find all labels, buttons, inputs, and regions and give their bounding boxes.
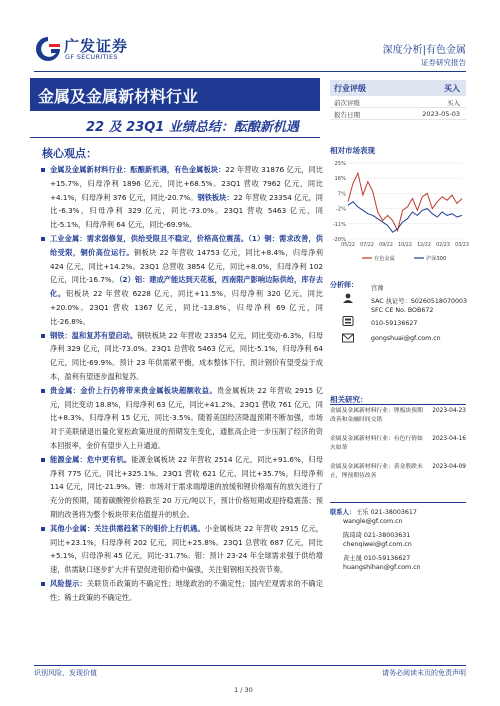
- report-subtitle: 22 及 23Q1 业绩总结：酝酿新机遇: [86, 120, 299, 135]
- title-banner: [30, 78, 320, 111]
- key-point-body: 钢铁板块 22 年营收 23354 亿元，同比变动-6.3%，归母净利 329 亿元，同比-73.0%。23Q1 总营收 5463 亿元，同比-5.1%，归母净利 64 亿元，同比-69.9%。预计 23 年供需紧平衡，成本整体下行，预计钢价有望受益于成本，盈利有望逐步温和复苏。: [50, 330, 323, 381]
- contact-email[interactable]: chenqiwei@gf.com.cn: [343, 541, 412, 548]
- analyst-name: 宫帅: [371, 285, 384, 292]
- rating-header: [330, 80, 466, 96]
- key-point-body: 能源金属板块 22 年营收 2514 亿元，同比+91.6%，归母净利 775 亿元，同比+325.1%。23Q1 营收 621 亿元，同比+35.7%，归母净利 114 亿元，同比-21.9%。锂：市场对于需求端增速的放缓和锂价格端有的放矢进行了充分的预期，随着碳酸锂价格跌至 20 万元/吨以下，预计价格短期或迎持稳震荡；预期的改善将为整个板块带来估值提升的机会。: [50, 454, 323, 519]
- key-point-body: 关联货币政策的不确定性；地缘政治的不确定性；国内宏观需求的不确定性；稀土政策的不确定性。: [50, 578, 323, 602]
- rating-table: [330, 80, 466, 120]
- y-tick-label: 25%: [334, 161, 346, 167]
- key-point-subhead: 钢铁板块：: [197, 192, 234, 202]
- page-number: 1 / 30: [234, 686, 253, 694]
- analyst-phone: 010-59136627: [371, 320, 418, 327]
- relative-performance-chart: [326, 157, 469, 267]
- report-type: 证券研究报告: [421, 58, 466, 67]
- phone-icon: [342, 316, 354, 326]
- rating-row-label: 前次评级: [334, 99, 360, 107]
- rating-row-value: 买入: [447, 99, 460, 107]
- related-report-date: 2023-04-09: [432, 464, 466, 470]
- key-points-list: [40, 163, 323, 605]
- key-point-head: 其他小金属：关注供需趋紧下的钼价上行机遇。: [50, 523, 205, 533]
- series-line-0: [348, 173, 462, 231]
- footer-slogan: 识别风险，发现价值: [34, 669, 97, 677]
- x-tick-label: 07/22: [360, 243, 374, 248]
- key-point-head: 钢铁：温和复苏有望启动。: [50, 330, 138, 340]
- contact-line: 黄士晟 010-59136627: [343, 555, 411, 562]
- key-point-body: 小金属板块 22 年营收 2915 亿元，同比+23.1%，归母净利 202 亿元，同比+25.8%。23Q1 总营收 687 亿元，同比+5.1%，归母净利 45 亿元，同比-31.7%。钼：预计 23-24 年全球需求强于供给增速，供需缺口逐步扩大并有望促进钼价稳中偏强，关注钼钢相关投资节奏。: [50, 523, 323, 575]
- brand-logo: [34, 34, 130, 64]
- y-tick-label: -2%: [335, 206, 346, 213]
- key-point-head: 风险提示：: [50, 578, 87, 588]
- rating-row-label: 报告日期: [334, 111, 360, 119]
- y-tick-label: 7%: [337, 191, 346, 198]
- related-research-heading: 相关研究：: [330, 395, 368, 404]
- analyst-email[interactable]: gongshuai@gf.com.cn: [371, 335, 441, 342]
- related-report-title[interactable]: 金属及金属新材料行业：黄金股跌未止，锂预期待改善: [330, 464, 423, 479]
- related-divider: [330, 404, 466, 405]
- related-report-item[interactable]: [330, 435, 466, 453]
- header-divider: [34, 71, 466, 72]
- legend-label: 有色金属: [374, 256, 395, 262]
- key-point-body: 22 年营收 23354 亿元，同比-6.3%，归母净利 329 亿元，同比-73.0%。23Q1 营收 5463 亿元，同比-5.1%，归母净利 64 亿元，同比-69.9%。: [50, 192, 323, 230]
- logo-text-en: GF SECURITIES: [65, 53, 118, 61]
- rating-label: 行业评级: [334, 84, 366, 93]
- contact-email[interactable]: wangle@gf.com.cn: [343, 518, 403, 525]
- x-tick-label: 02/23: [436, 243, 450, 248]
- contact-line: 王乐 021-38003617: [356, 509, 417, 516]
- email-icon: [342, 333, 354, 343]
- key-point-item: [40, 453, 323, 522]
- analyst-heading: 分析师：: [330, 281, 358, 289]
- logo-text-cn: 广发证券: [64, 37, 129, 55]
- related-report-title[interactable]: 金属及金属新材料行业：有色行情如火如荼: [330, 436, 423, 451]
- key-point-item: [40, 232, 323, 329]
- key-point-item: [40, 577, 323, 605]
- related-report-item[interactable]: [330, 463, 466, 481]
- series-line-1: [348, 202, 462, 232]
- related-report-item[interactable]: [330, 407, 466, 425]
- contacts-heading: 联系人：: [330, 509, 356, 516]
- footer-divider: [34, 665, 466, 666]
- key-point-item: [40, 384, 323, 453]
- x-tick-label: 05/22: [341, 243, 355, 248]
- analyst-sac: SAC 执证号：S0260518070003: [371, 298, 467, 305]
- report-title: 金属及金属新材料行业: [38, 87, 199, 106]
- related-report-date: 2023-04-23: [432, 408, 466, 414]
- contact-line: 陈琦琦 021-38003631: [343, 532, 411, 539]
- related-report-title[interactable]: 金属及金属新材料行业：锂板块预期改善和金融时间交错: [330, 408, 423, 423]
- gf-logo-icon: [34, 36, 62, 62]
- key-point-head: 金属及金属新材料行业：酝酿新机遇，有色金属板块：: [50, 165, 226, 174]
- related-report-date: 2023-04-16: [432, 436, 466, 442]
- rating-value: 买入: [444, 84, 460, 93]
- contacts-divider: [330, 502, 466, 503]
- key-point-subhead: （2）铝：建成产能达到天花板，西南限产影响边际供给，库存去化。: [50, 275, 324, 299]
- x-tick-label: 12/22: [417, 243, 431, 248]
- key-points-heading: 核心观点：: [42, 147, 97, 160]
- key-point-head: 贵金属：金价上行仍将带来贵金属板块超额收益。: [50, 385, 217, 395]
- key-point-body: 贵金属板块 22 年营收 2915 亿元，同比变动 18.8%，归母净利 63 亿元，同比+41.2%。23Q1 营收 761 亿元，同比+8.3%，归母净利 15 亿元，同比-3.5%。随着美国经济降温预期不断加强，市场对于美联储退出量化宽松政策进度的预期发生变化，通胀高企进一步压制了经济的资本回报率，金价有望步入上升通道。: [50, 385, 324, 450]
- contact-email[interactable]: huangshihan@gf.com.cn: [343, 564, 421, 571]
- x-tick-label: 09/22: [379, 243, 393, 248]
- key-point-head: 工业金属：需求弱修复，供给受限且不稳定，价格高位震荡。（1）铜：需求改善，供给受限，铜价高位运行。: [50, 233, 323, 257]
- x-tick-label: 03/23: [455, 243, 469, 248]
- report-category: 深度分析|有色金属: [382, 45, 466, 56]
- legend-label: 沪深300: [426, 256, 447, 262]
- key-point-body: 铜板块 22 年营收 14753 亿元，同比+8.4%，归母净利 424 亿元，同比+14.2%。23Q1 总营收 3854 亿元，同比+8.0%，归母净利 102 亿元，同比-16.7%。: [50, 247, 323, 285]
- key-point-body: 铝板块 22 年营收 6228 亿元，同比+11.5%，归母净利 320 亿元，同比+20.0%。23Q1 营收 1367 亿元，同比-13.8%，归母净利 69 亿元，同比-26.8%。: [50, 289, 323, 326]
- key-point-item: [40, 522, 323, 577]
- key-point-body: 22 年营收 31876 亿元，同比+15.7%，归母净利 1896 亿元，同比+68.5%。23Q1 营收 7962 亿元，同比+4.1%，归母净利 376 亿元，同比-20.7%。: [50, 165, 323, 202]
- person-icon: [342, 293, 354, 303]
- x-tick-label: 10/22: [398, 243, 412, 248]
- y-tick-label: -20%: [332, 237, 346, 243]
- rating-row: [330, 96, 466, 108]
- y-tick-label: 16%: [334, 176, 346, 183]
- key-point-item: [40, 163, 323, 232]
- y-tick-label: -11%: [332, 221, 346, 228]
- chart-title: 相对市场表现: [330, 146, 375, 155]
- analyst-sfc: SFC CE No. BOB672: [371, 307, 434, 314]
- rating-row-value: 2023-05-03: [422, 110, 460, 118]
- key-point-item: [40, 329, 323, 384]
- rating-row: [330, 108, 466, 120]
- footer-disclaimer[interactable]: 请务必阅读末页的免责声明: [382, 669, 466, 677]
- title-divider: [30, 137, 320, 138]
- key-point-head: 能源金属：危中更有机。: [50, 454, 132, 464]
